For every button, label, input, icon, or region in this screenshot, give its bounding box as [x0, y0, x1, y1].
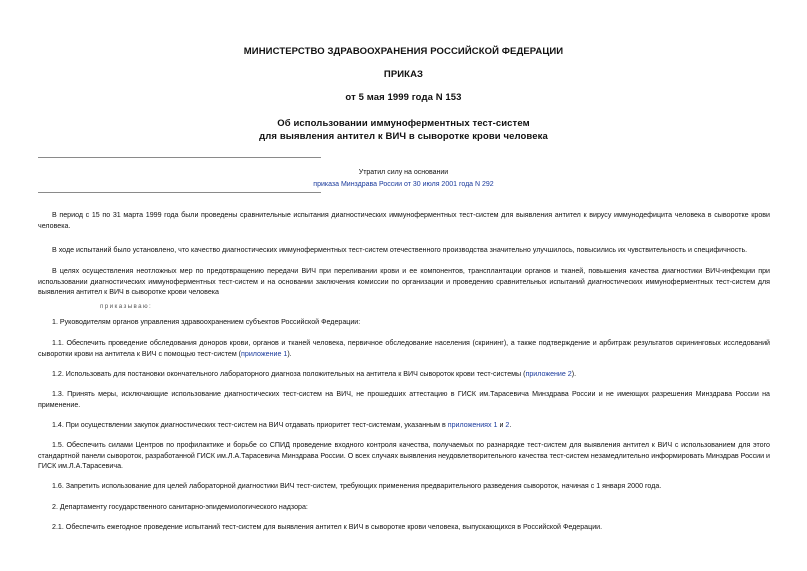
paragraph-intro [38, 210, 770, 231]
item-1-5 [38, 440, 770, 472]
repeal-order-link[interactable]: приказа Минздрава России от 30 июля 2001 года N 292 [313, 181, 494, 188]
divider-bottom [38, 192, 321, 193]
item-text: 1.4. При осуществлении закупок диагностических тест-систем на ВИЧ отдавать приоритет тест-системам, указанным в [52, 421, 448, 429]
item-text: 1.5. Обеспечить силами Центров по профилактике и борьбе со СПИД проведение входного контроля качества, получаемых по разнарядке тест-систем для выявления антител к ВИЧ с использованием для этого стандартной панели сывороток, разработанной ГИСК им.Л.А.Тарасевича Минздрава России. О всех случаях выявления неудовлетворительного качества тест-систем незамедлительно информировать Минздрав России и ГИСК им.Л.А.Тарасевича. [38, 441, 770, 471]
item-1-4 [38, 420, 770, 431]
paragraph-purpose [38, 266, 770, 298]
order-title-line-2: для выявления антител к ВИЧ в сыворотке крови человека [259, 131, 548, 142]
item-1-1 [38, 338, 770, 359]
item-1 [38, 317, 770, 328]
item-1-3 [38, 389, 770, 410]
item-2 [38, 502, 770, 513]
item-text: 1.3. Принять меры, исключающие использование диагностических тест-систем на ВИЧ, не прошедших аттестацию в ГИСК им.Тарасевича Минздрава России и не имеющих разрешения Минздрава России на применение. [38, 390, 770, 409]
order-verb: приказываю: [100, 303, 153, 310]
appendix-2-link[interactable]: приложение 2 [525, 370, 572, 378]
item-text: 1.6. Запретить использование для целей лабораторной диагностики ВИЧ тест-систем, требующих применения предварительного разведения сывороток, начиная с 1 января 2000 года. [52, 482, 662, 490]
item-text: 1.2. Использовать для постановки окончательного лабораторного диагноза положительных на антитела к ВИЧ сывороток крови тест-системы ( [52, 370, 526, 378]
item-text: 1. Руководителям органов управления здравоохранением субъектов Российской Федерации: [52, 318, 361, 326]
item-tail: ). [571, 370, 577, 378]
item-tail: . [509, 421, 512, 429]
order-title-line-1: Об использовании иммуноферментных тест-систем [277, 118, 530, 129]
item-1-2 [38, 369, 770, 380]
paragraph-text: В целях осуществления неотложных мер по предотвращению передачи ВИЧ при переливании крови и ее компонентов, трансплантации органов и тканей, повышения качества диагностики ВИЧ-инфекции при использовании диагностических иммуноферментных тест-систем и на основании заключения комиссии по организации и проведению сравнительных испытаний диагностических иммуноферментных тест-систем для выявления антител к ВИЧ в сыворотке крови человека [38, 267, 770, 297]
divider-top [38, 157, 321, 158]
order-heading: ПРИКАЗ [383, 69, 424, 80]
paragraph-findings [38, 245, 770, 256]
appendix-2-short-link[interactable]: 2 [505, 421, 510, 429]
item-text: 1.1. Обеспечить проведение обследования доноров крови, органов и тканей человека, первичное обследование населения (скрининг), а также подтверждение и арбитраж результатов скрининговых исследований сыворотки крови на антитела к ВИЧ с помощью тест-систем ( [38, 339, 770, 358]
repeal-note: Утратил силу на основании [358, 169, 449, 176]
ministry-heading: МИНИСТЕРСТВО ЗДРАВООХРАНЕНИЯ РОССИЙСКОЙ ФЕДЕРАЦИИ [243, 46, 564, 57]
order-date: от 5 мая 1999 года N 153 [345, 92, 462, 103]
paragraph-text: В период с 15 по 31 марта 1999 года были проведены сравнительные испытания диагностических иммуноферментных тест-систем для выявления антител к вирусу иммунодефицита человека в сыворотке крови человека. [38, 211, 770, 230]
item-tail: ). [287, 349, 292, 358]
item-text: 2.1. Обеспечить ежегодное проведение испытаний тест-систем для выявления антител к ВИЧ в сыворотке крови человека, выпускающихся в Российской Федерации. [52, 523, 603, 531]
appendix-1-link[interactable]: приложение 1 [241, 349, 288, 358]
item-conjunction: и [497, 421, 506, 429]
paragraph-text: В ходе испытаний было установлено, что качество диагностических иммуноферментных тест-систем отечественного производства значительно улучшилось, повысились их чувствительность и специфичность. [52, 246, 748, 254]
item-text: 2. Департаменту государственного санитарно-эпидемиологического надзора: [52, 503, 308, 511]
item-2-1 [38, 522, 770, 533]
item-1-6 [38, 481, 770, 492]
appendices-1-link[interactable]: приложениях 1 [447, 421, 498, 429]
